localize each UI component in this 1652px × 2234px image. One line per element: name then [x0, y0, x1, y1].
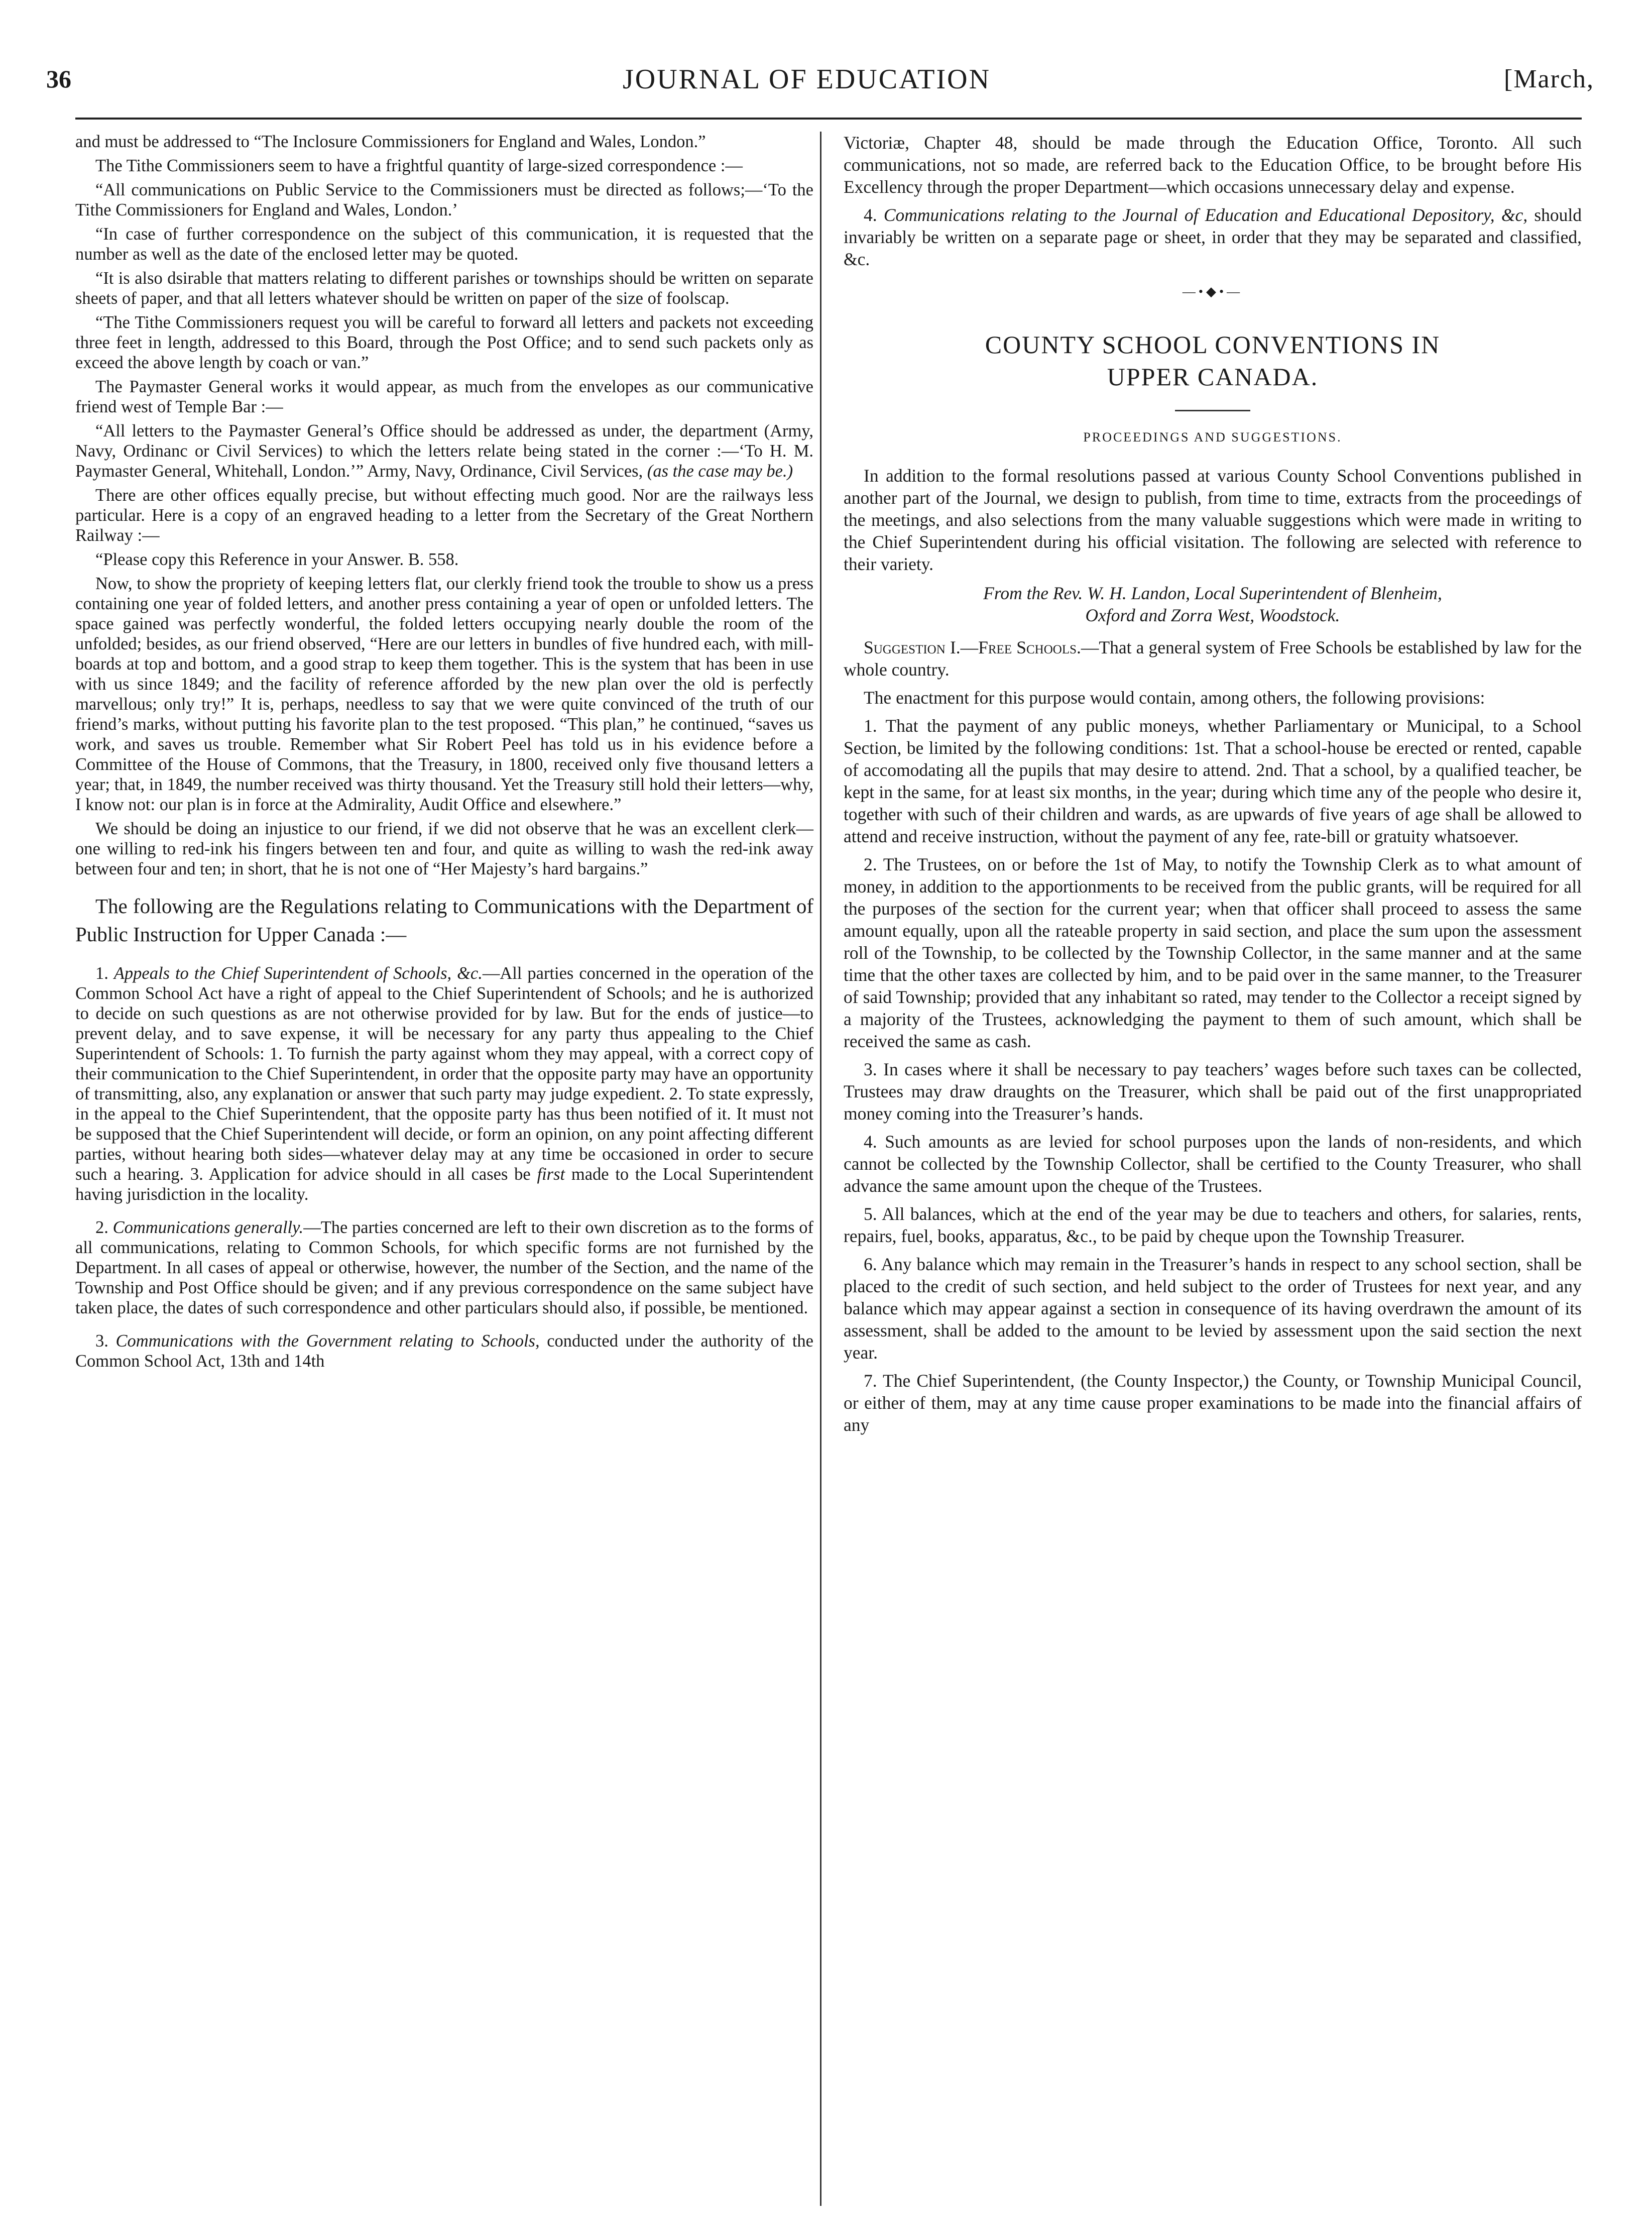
running-title: JOURNAL OF EDUCATION: [623, 64, 991, 95]
regulation-text-end: made to the Local Superintendent having jurisdiction in the locality.: [75, 1165, 813, 1204]
attribution-line-2: Oxford and Zorra West, Woodstock.: [1085, 605, 1340, 625]
title-rule: [1175, 410, 1250, 411]
paragraph: There are other offices equally precise, but without effecting much good. Nor are the railways less particular. Here is a copy of an engraved heading to a letter from the Secretary of the Great Northern Railway :—: [75, 486, 813, 545]
regulation-4: [844, 204, 1582, 270]
regulation-text: conducted under the authority of the Common School Act, 13th and 14th: [75, 1331, 813, 1371]
provision-3: 3. In cases where it shall be necessary to pay teachers’ wages before such taxes can be collected, Trustees may draw draughts on the Treasurer, which shall be paid out of the first unappropriated money coming into the Treasurer’s hands.: [844, 1059, 1582, 1124]
section-title: [844, 328, 1582, 393]
paragraph-text: “All letters to the Paymaster General’s Office should be addressed as under, the department (Army, Navy, Ordinanc or Civil Services) to which the letters relate being stated in the corner :—‘To H. M. Paymaster General, Whitehall, London.’” Army, Navy, Ordinance, Civil Services,: [75, 421, 813, 481]
attribution-line-1: From the Rev. W. H. Landon, Local Superintendent of Blenheim,: [983, 583, 1442, 603]
item-number: 2.: [95, 1218, 108, 1237]
paragraph: The enactment for this purpose would contain, among others, the following provisions:: [864, 688, 1485, 708]
regulation-title: Communications with the Government relating to Schools,: [115, 1331, 540, 1351]
italic-word: first: [537, 1165, 565, 1184]
right-column: [844, 132, 1582, 1442]
section-title-line-1: COUNTY SCHOOL CONVENTIONS IN: [985, 330, 1441, 359]
regulation-1: [75, 963, 813, 1204]
ornament-divider: —•◆•—: [1182, 284, 1243, 299]
left-column: [75, 132, 813, 1375]
provision-6: 6. Any balance which may remain in the Treasurer’s hands in respect to any school section, shall be placed to the credit of such section, and held subject to the order of Trustees for next year, and any balance which may appear against a section in consequence of its having overdrawn the amount of its assessment, shall be added to the amount to be levied by assessment upon the said section the next year.: [844, 1254, 1582, 1363]
regulation-text: —The parties concerned are left to their own discretion as to the forms of all communications, relating to Common Schools, for which specific forms are not furnished by the Department. In all cases of appeal or otherwise, however, the number of the Section, and the name of the Township and Post Office should be given; and if any previous correspondence on the same subject have taken place, the dates of such correspondence and other particulars should also, if possible, be mentioned.: [75, 1218, 814, 1317]
suggestion-1: [844, 636, 1582, 681]
paragraph: The Paymaster General works it would appear, as much from the envelopes as our communicative friend west of Temple Bar :—: [75, 377, 813, 416]
paragraph: Victoriæ, Chapter 48, should be made through the Education Office, Toronto. All such communications, not so made, are referred back to the Education Office, to be brought before His Excellency through the proper Department—which occasions unnecessary delay and expense.: [844, 133, 1582, 197]
column-divider: [820, 132, 821, 2206]
attribution: [844, 582, 1582, 626]
item-number: 1.: [95, 964, 108, 983]
paragraph: “Please copy this Reference in your Answer. B. 558.: [95, 550, 459, 569]
item-number: 4.: [864, 205, 877, 225]
regulations-heading: The following are the Regulations relating to Communications with the Department of Public Instruction for Upper Canada :—: [75, 895, 813, 946]
section-subtitle: PROCEEDINGS AND SUGGESTIONS.: [1083, 430, 1342, 444]
provision-7: 7. The Chief Superintendent, (the County Inspector,) the County, or Township Municipal Council, or either of them, may at any time cause proper examinations to be made into the financial affairs of any: [844, 1371, 1582, 1435]
provision-5: 5. All balances, which at the end of the year may be due to teachers and others, for salaries, rents, repairs, fuel, books, apparatus, &c., to be paid by cheque upon the Township Treasurer.: [844, 1204, 1582, 1246]
regulation-title: Appeals to the Chief Superintendent of Schools, &c.: [113, 964, 483, 983]
paragraph: and must be addressed to “The Inclosure Commissioners for England and Wales, London.”: [75, 132, 706, 151]
italic-note: (as the case may be.): [647, 462, 793, 481]
provision-1: 1. That the payment of any public moneys, whether Parliamentary or Municipal, to a School Section, be limited by the following conditions: 1st. That a school-house be erected or rented, capable of accomodating all the pupils that may desire to attend. 2nd. That a school, by a qualified teacher, be kept in the same, for at least six months, in the year; during which time any of the people who desire it, together with such of their children and wards, as are upwards of five years of age shall be allowed to attend and receive instruction, without the payment of any fee, rate-bill or gratuity whatsoever.: [844, 716, 1582, 846]
regulation-3: [75, 1331, 813, 1371]
paragraph: Now, to show the propriety of keeping letters flat, our clerkly friend took the trouble to show us a press containing one year of folded letters, and another press containing a year of open or unfolded letters. The space gained was perfectly wonderful, the folded letters occupying nearly double the room of the unfolded; besides, as our friend observed, “Here are our letters in bundles of five hundred each, with mill-boards at top and bottom, and a good strap to keep them together. This is the system that has been in use with us since 1849; and the facility of reference afforded by the new plan over the old is perfectly marvellous; only try!” It is, perhaps, needless to say that we were quite convinced of the truth of our friend’s marks, without putting his favorite plan to the test proposed. “This plan,” he continued, “saves us work, and saves us trouble. Remember what Sir Robert Peel has told us in his evidence before a Committee of the House of Commons, that the Treasury, in 1800, received only five thousand letters a year; that, in 1849, the number received was thirty thousand. Yet the Treasury still hold their letters—why, I know not: our plan is in force at the Admirality, Audit Office and elsewhere.”: [75, 574, 813, 814]
regulation-title: Communications relating to the Journal of Education and Educational Depository, &c,: [883, 205, 1528, 225]
section-title-line-2: UPPER CANADA.: [1107, 363, 1319, 391]
paragraph: “The Tithe Commissioners request you will be careful to forward all letters and packets not exceeding three feet in length, addressed to this Board, through the Post Office; and to send such packets only as exceed the above length by coach or van.”: [75, 313, 813, 372]
paragraph: We should be doing an injustice to our friend, if we did not observe that he was an excellent clerk—one willing to red-ink his fingers between ten and four, and quite as willing to wash the red-ink away between four and ten; in short, that he is not one of “Her Majesty’s hard bargains.”: [75, 819, 813, 878]
provision-4: 4. Such amounts as are levied for school purposes upon the lands of non-residents, and which cannot be collected by the Township Collector, shall be certified to the County Treasurer, who shall advance the same amount upon the cheque of the Trustees.: [844, 1132, 1582, 1196]
paragraph: “All communications on Public Service to the Commissioners must be directed as follows;—‘To the Tithe Commissioners for England and Wales, London.’: [75, 180, 813, 219]
paragraph: “In case of further correspondence on the subject of this communication, it is requested that the number as well as the date of the enclosed letter may be quoted.: [75, 225, 813, 264]
intro-paragraph: In addition to the formal resolutions passed at various County School Conventions published in another part of the Journal, we design to publish, from time to time, extracts from the proceedings of the meetings, and also selections from the many valuable suggestions which were made in writing to the Chief Superintendent during his official visitation. The following are selected with reference to their variety.: [844, 466, 1582, 574]
page-number: 36: [46, 65, 71, 93]
running-month: [March,: [1504, 65, 1595, 93]
suggestion-text: —That a general system of Free Schools be established by law for the whole country.: [844, 637, 1582, 680]
paragraph: “It is also dsirable that matters relating to different parishes or townships should be written on separate sheets of paper, and that all letters whatever should be written on paper of the size of foolscap.: [75, 269, 813, 308]
provision-2: 2. The Trustees, on or before the 1st of May, to notify the Township Clerk as to what amount of money, in addition to the apportionments to be received from the public grants, will be required for all the purposes of the section for the current year; when that officer shall proceed to assess the same amount equally, upon all the rateable property in said section, and place the sum upon the assessment roll of the Township, to be collected by the Township Collector, in the same manner and at the same time that the other taxes are collected by him, and to be paid over in the same manner, to the Treasurer of said Township; provided that any inhabitant so rated, may tender to the Collector a receipt signed by a majority of the Trustees, acknowledging the payment to them of such amount, which shall be received the same as cash.: [844, 854, 1582, 1051]
regulation-2: [75, 1217, 813, 1318]
paragraph: The Tithe Commissioners seem to have a frightful quantity of large-sized correspondence :—: [95, 156, 743, 175]
header-rule: [75, 118, 1582, 120]
regulation-text: should invariably be written on a separate page or sheet, in order that they may be separated and classified, &c.: [844, 205, 1582, 269]
item-number: 3.: [95, 1331, 108, 1351]
regulation-title: Communications generally.: [112, 1218, 304, 1237]
suggestion-label: Suggestion I.—Free Schools.: [864, 637, 1081, 657]
regulation-text: —All parties concerned in the operation of the Common School Act have a right of appeal to the Chief Superintendent of Schools; and he is authorized to decide on such questions as are not otherwise provided for by law. But for the ends of justice—to prevent delay, and to save expense, it will be necessary for any party thus appealing to the Chief Superintendent of Schools: 1. To furnish the party against whom they may appeal, with a correct copy of their communication to the Chief Superintendent, in order that the opposite party may have an opportunity of transmitting, also, any explanation or answer that such party may judge expedient. 2. To state expressly, in the appeal to the Chief Superintendent, that the opposite party has thus been notified of it. It must not be supposed that the Chief Superintendent will decide, or form an opinion, on any point affecting different parties, without hearing both sides—whatever delay may at any time be occasioned in order to secure such a hearing. 3. Application for advice should in all cases be: [75, 964, 814, 1184]
paragraph: [75, 421, 813, 481]
